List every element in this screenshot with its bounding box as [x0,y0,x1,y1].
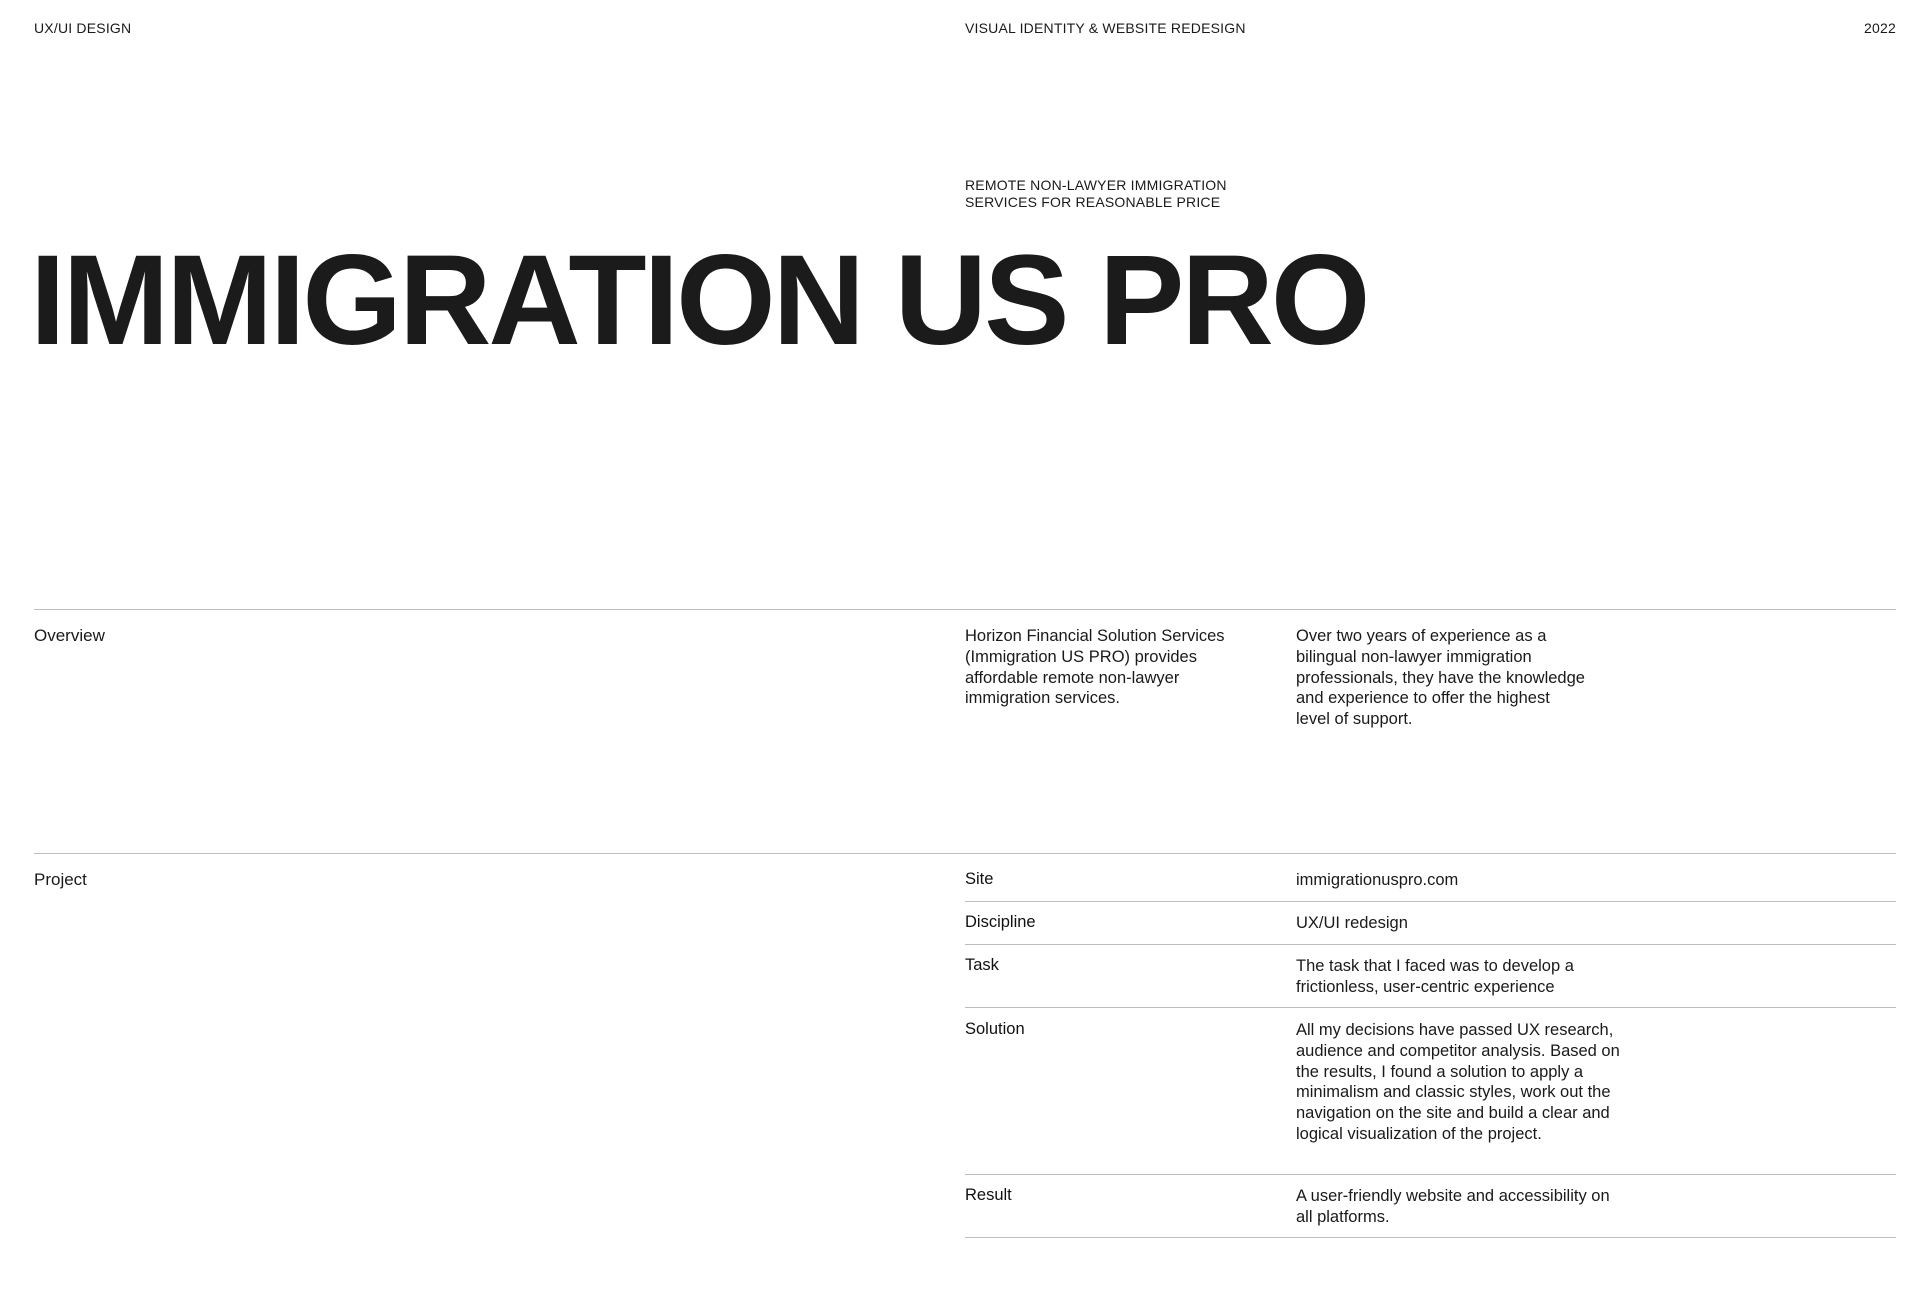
overview-text-2: Over two years of experience as a bilingual non-lawyer immigration professionals, they have the knowledge and experience to offer the highest level of support. [1296,627,1585,729]
site-key: Site [965,870,994,888]
row-divider [965,1007,1896,1008]
overview-text-1: Horizon Financial Solution Services (Immigration US PRO) provides affordable remote non-lawyer immigration services. [965,627,1225,708]
solution-value: All my decisions have passed UX research, audience and competitor analysis. Based on the results, I found a solution to apply a minimalism and classic styles, work out the navigation on the site and build a clear and logical visualization of the project. [1296,1021,1620,1143]
category-label: UX/UI DESIGN [34,20,132,36]
discipline-value: UX/UI redesign [1296,914,1408,932]
project-divider [34,853,1896,854]
site-value[interactable]: immigrationuspro.com [1296,871,1459,889]
tagline-line-2: SERVICES FOR REASONABLE PRICE [965,194,1221,210]
solution-key: Solution [965,1020,1025,1038]
result-key: Result [965,1186,1012,1204]
tagline-line-1: REMOTE NON-LAWYER IMMIGRATION [965,177,1227,193]
hero-tagline [965,177,1285,211]
project-type-label: VISUAL IDENTITY & WEBSITE REDESIGN [965,20,1246,36]
task-value: The task that I faced was to develop a frictionless, user-centric experience [1296,957,1574,996]
row-divider [965,944,1896,945]
result-value: A user-friendly website and accessibility on all platforms. [1296,1187,1610,1226]
overview-label: Overview [34,626,105,645]
row-divider [965,1237,1896,1238]
hero-title: IMMIGRATION US PRO [30,229,1368,372]
year-label: 2022 [1864,20,1896,36]
discipline-key: Discipline [965,913,1036,931]
overview-divider [34,609,1896,610]
project-label: Project [34,870,87,889]
row-divider [965,1174,1896,1175]
task-key: Task [965,956,999,974]
row-divider [965,901,1896,902]
